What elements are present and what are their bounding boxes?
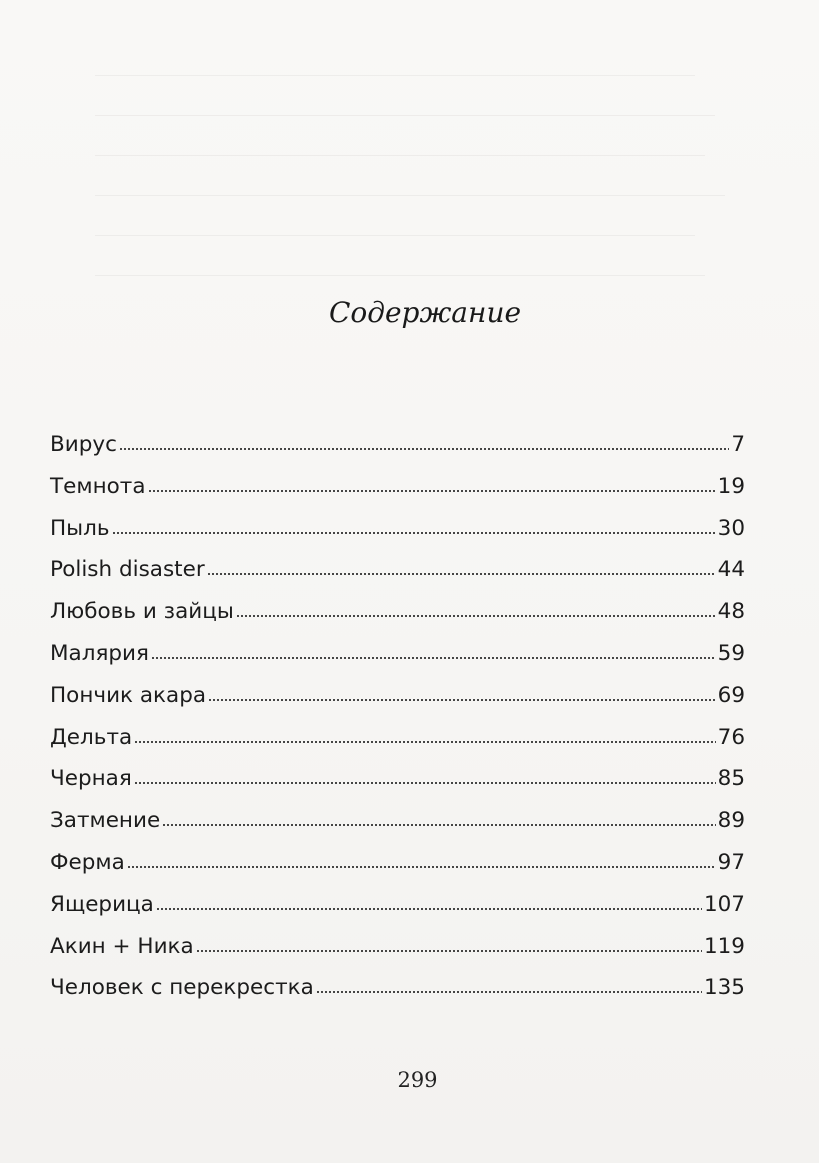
toc-entry-title: Polish disaster <box>50 557 205 583</box>
page-title: Содержание <box>328 296 522 329</box>
toc-entry-page: 69 <box>717 682 745 708</box>
toc-entry-title: Акин + Ника <box>50 933 194 959</box>
toc-entry-title: Затмение <box>50 808 161 834</box>
toc-dot-leader <box>162 823 715 827</box>
toc-entry-title: Дельта <box>50 724 133 750</box>
toc-entry-title: Пончик акара <box>50 682 207 708</box>
show-through-line <box>95 75 695 76</box>
toc-entry[interactable] <box>50 508 745 550</box>
toc-dot-leader <box>112 531 716 535</box>
toc-entry-title: Черная <box>50 766 132 792</box>
toc-entry-page: 7 <box>731 432 745 457</box>
toc-dot-leader <box>196 949 702 953</box>
toc-dot-leader <box>316 990 702 994</box>
show-through-line <box>95 155 705 156</box>
toc-entry-page: 107 <box>703 891 745 917</box>
toc-dot-leader <box>134 781 716 785</box>
toc-entry[interactable] <box>50 424 745 466</box>
toc-dot-leader <box>207 572 716 576</box>
toc-entry[interactable] <box>50 675 745 717</box>
toc-entry-page: 89 <box>717 808 745 834</box>
toc-dot-leader <box>236 614 716 618</box>
toc-entry[interactable] <box>50 800 745 842</box>
show-through-line <box>95 275 705 276</box>
toc-entry-title: Ящерица <box>50 891 154 917</box>
toc-entry[interactable] <box>50 842 745 884</box>
toc-entry[interactable] <box>50 549 745 591</box>
toc-entry-page: 44 <box>717 557 745 583</box>
toc-entry-page: 19 <box>717 473 745 499</box>
toc-entry-page: 97 <box>717 849 745 875</box>
toc-dot-leader <box>148 489 716 493</box>
toc-entry[interactable] <box>50 633 745 675</box>
page-number: 299 <box>397 1068 438 1092</box>
toc-entry-page: 85 <box>717 766 745 792</box>
toc-entry-title: Темнота <box>50 473 146 499</box>
show-through-line <box>95 235 695 236</box>
toc-entry-page: 30 <box>717 515 745 541</box>
table-of-contents <box>50 424 745 1009</box>
toc-entry[interactable] <box>50 884 745 926</box>
toc-entry-page: 119 <box>703 933 745 959</box>
toc-entry[interactable] <box>50 758 745 800</box>
toc-dot-leader <box>208 698 716 702</box>
show-through-line <box>95 115 715 116</box>
toc-entry[interactable] <box>50 591 745 633</box>
toc-dot-leader <box>119 447 729 451</box>
toc-dot-leader <box>127 865 716 869</box>
toc-entry[interactable] <box>50 466 745 508</box>
toc-dot-leader <box>156 907 702 911</box>
toc-entry-page: 59 <box>717 640 745 666</box>
toc-entry-title: Малярия <box>50 640 149 666</box>
toc-entry-page: 135 <box>703 975 745 1001</box>
toc-entry-page: 76 <box>717 724 745 750</box>
toc-entry[interactable] <box>50 717 745 759</box>
toc-entry-title: Ферма <box>50 849 125 875</box>
toc-entry-title: Любовь и зайцы <box>50 599 234 625</box>
toc-entry-title: Пыль <box>50 515 110 541</box>
toc-dot-leader <box>151 656 716 660</box>
toc-dot-leader <box>134 740 716 744</box>
toc-entry-title: Вирус <box>50 432 117 457</box>
show-through-line <box>95 195 725 196</box>
toc-entry-title: Человек с перекрестка <box>50 975 314 1001</box>
toc-entry-page: 48 <box>717 599 745 625</box>
toc-entry[interactable] <box>50 967 745 1009</box>
toc-entry[interactable] <box>50 926 745 968</box>
